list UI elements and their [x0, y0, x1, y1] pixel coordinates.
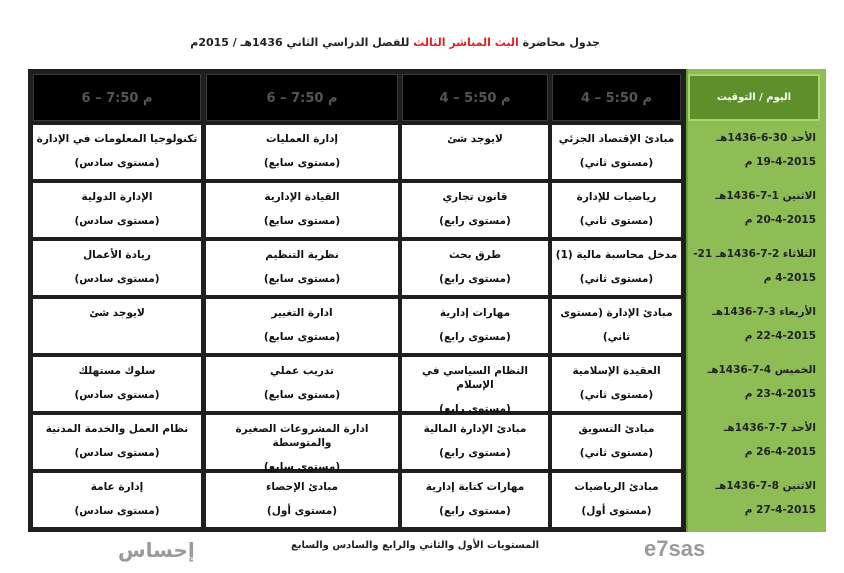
title-suffix: للفصل الدراسي الثاني 1436هـ / 2015م [190, 36, 414, 49]
course-cell [206, 357, 398, 411]
course-level: (مستوى سادس) [74, 505, 160, 517]
course-cell [552, 241, 681, 295]
course-name: تدريب عملي [270, 365, 334, 377]
course-cell [206, 241, 398, 295]
course-level: (مستوى رابع) [439, 403, 511, 415]
date-gregorian: 19-4-2015 م [744, 156, 816, 168]
course-name: مبادئ الإدارة المالية [423, 423, 527, 435]
date-cell [690, 415, 820, 469]
date-hijri: الخميس 4-7-1436هـ [707, 364, 816, 376]
course-cell [206, 183, 398, 237]
course-cell [206, 125, 398, 179]
time-header: 6 – 7:50 م [33, 74, 201, 121]
date-gregorian: 20-4-2015 م [744, 214, 816, 226]
course-cell [402, 357, 548, 415]
course-cell [206, 299, 398, 353]
course-cell [552, 183, 681, 237]
course-level [33, 320, 201, 330]
course-level: (مستوى أول) [266, 505, 338, 517]
date-hijri: الأحد 7-7-1436هـ [723, 422, 816, 434]
course-name: تكنولوجيا المعلومات في الإدارة [36, 133, 198, 145]
course-name: لايوجد شئ [447, 133, 503, 145]
course-level [402, 146, 548, 156]
course-level: (مستوى سابع) [263, 215, 341, 227]
course-cell [402, 299, 548, 353]
course-name: الإدارة الدولية [81, 191, 153, 203]
course-name: مبادئ الرياضيات [574, 481, 659, 493]
course-level: (مستوى سابع) [263, 331, 341, 343]
course-name: إدارة العمليات [265, 133, 339, 145]
date-hijri: الاثنين 1-7-1436هـ [715, 190, 816, 202]
schedule-title [0, 36, 600, 49]
watermark-arabic: إحساس [118, 538, 195, 562]
course-cell [33, 473, 201, 527]
time-header: 4 – 5:50 م [552, 74, 681, 121]
course-level: (مستوى ثاني) [579, 389, 654, 401]
course-cell [402, 415, 548, 469]
course-cell [206, 473, 398, 527]
course-cell [206, 415, 398, 473]
date-hijri: الأحد 30-6-1436هـ [716, 132, 816, 144]
course-level: (مستوى ثاني) [579, 447, 654, 459]
course-level: (مستوى ثاني) [579, 215, 654, 227]
course-name: مبادئ التسويق [578, 423, 655, 435]
course-level: (مستوى رابع) [439, 447, 511, 459]
course-name: سلوك مستهلك [78, 365, 156, 377]
course-cell [33, 125, 201, 179]
date-cell [690, 241, 820, 295]
course-cell [552, 473, 681, 527]
course-name: مهارات إدارية [439, 307, 511, 319]
date-gregorian: 26-4-2015 م [744, 446, 816, 458]
date-cell [690, 299, 820, 353]
levels-footer: المستويات الأول والثاني والرابع والسادس والسابع [290, 540, 540, 551]
date-time-header: اليوم / التوقيت [688, 74, 820, 121]
course-level: (مستوى سادس) [74, 157, 160, 169]
date-hijri: الاثنين 8-7-1436هـ [715, 480, 816, 492]
course-level: (مستوى رابع) [439, 273, 511, 285]
course-cell [552, 357, 681, 411]
course-name: نظام العمل والخدمة المدنية [45, 423, 189, 435]
course-cell [552, 415, 681, 469]
date-hijri: الثلاثاء 2-7-1436هـ 21- [693, 248, 816, 260]
date-gregorian: 27-4-2015 م [744, 504, 816, 516]
course-cell [402, 473, 548, 527]
course-level: (مستوى سادس) [74, 447, 160, 459]
course-cell [33, 183, 201, 237]
title-highlight: البث المباشر الثالث [413, 36, 519, 49]
course-cell [552, 299, 681, 353]
course-level: (مستوى سابع) [263, 273, 341, 285]
course-cell [33, 357, 201, 411]
course-cell [552, 125, 681, 179]
course-level: (مستوى أول) [581, 505, 652, 517]
date-gregorian: 22-4-2015 م [744, 330, 816, 342]
course-cell [402, 125, 548, 179]
date-cell [690, 473, 820, 527]
course-name: إدارة عامة [90, 481, 144, 493]
course-level: (مستوى سابع) [263, 157, 341, 169]
course-level: (مستوى ثاني) [579, 273, 654, 285]
course-name: طرق بحث [448, 249, 502, 261]
course-level: (مستوى سادس) [74, 273, 160, 285]
course-name: رياضيات للإدارة [576, 191, 657, 203]
course-level: (مستوى رابع) [439, 331, 511, 343]
course-level: (مستوى سادس) [74, 215, 160, 227]
course-name: العقيدة الإسلامية [572, 365, 661, 377]
date-hijri: الأربعاء 3-7-1436هـ [712, 306, 816, 318]
course-level: ثاني) [602, 331, 631, 343]
course-level: (مستوى سابع) [263, 389, 341, 401]
course-name: لايوجد شئ [89, 307, 145, 319]
course-name: ادارة المشروعات الصغيرة والمتوسطة [235, 423, 369, 449]
course-name: ادارة التغيير [271, 307, 333, 319]
course-level: (مستوى سادس) [74, 389, 160, 401]
course-cell [402, 241, 548, 295]
course-name: مبادئ الإحصاء [265, 481, 339, 493]
course-level: (مستوى رابع) [439, 505, 511, 517]
course-name: مبادئ الإدارة (مستوى [560, 307, 673, 319]
course-level: (مستوى رابع) [439, 215, 511, 227]
date-cell [690, 125, 820, 179]
course-level: (مستوى سابع) [263, 461, 341, 473]
course-name: النظام السياسي في الإسلام [422, 365, 528, 391]
course-cell [33, 241, 201, 295]
watermark-latin: e7sas [644, 536, 706, 561]
course-cell [33, 415, 201, 469]
title-prefix: جدول محاضرة [518, 36, 600, 49]
course-level: (مستوى ثاني) [579, 157, 654, 169]
time-header: 6 – 7:50 م [206, 74, 398, 121]
course-name: القيادة الإدارية [264, 191, 340, 203]
date-gregorian: 23-4-2015 م [744, 388, 816, 400]
course-name: نظرية التنظيم [265, 249, 339, 261]
course-cell [33, 299, 201, 353]
course-name: قانون تجاري [442, 191, 508, 203]
course-name: مهارات كتابة إدارية [425, 481, 525, 493]
course-name: مدخل محاسبة مالية (1) [555, 249, 678, 261]
course-cell [402, 183, 548, 237]
date-gregorian: 4-2015 م [763, 272, 816, 284]
course-name: ريادة الأعمال [83, 249, 151, 261]
date-cell [690, 183, 820, 237]
time-header: 4 – 5:50 م [402, 74, 548, 121]
course-name: مبادئ الإقتصاد الجزئي [558, 133, 675, 145]
date-cell [690, 357, 820, 411]
